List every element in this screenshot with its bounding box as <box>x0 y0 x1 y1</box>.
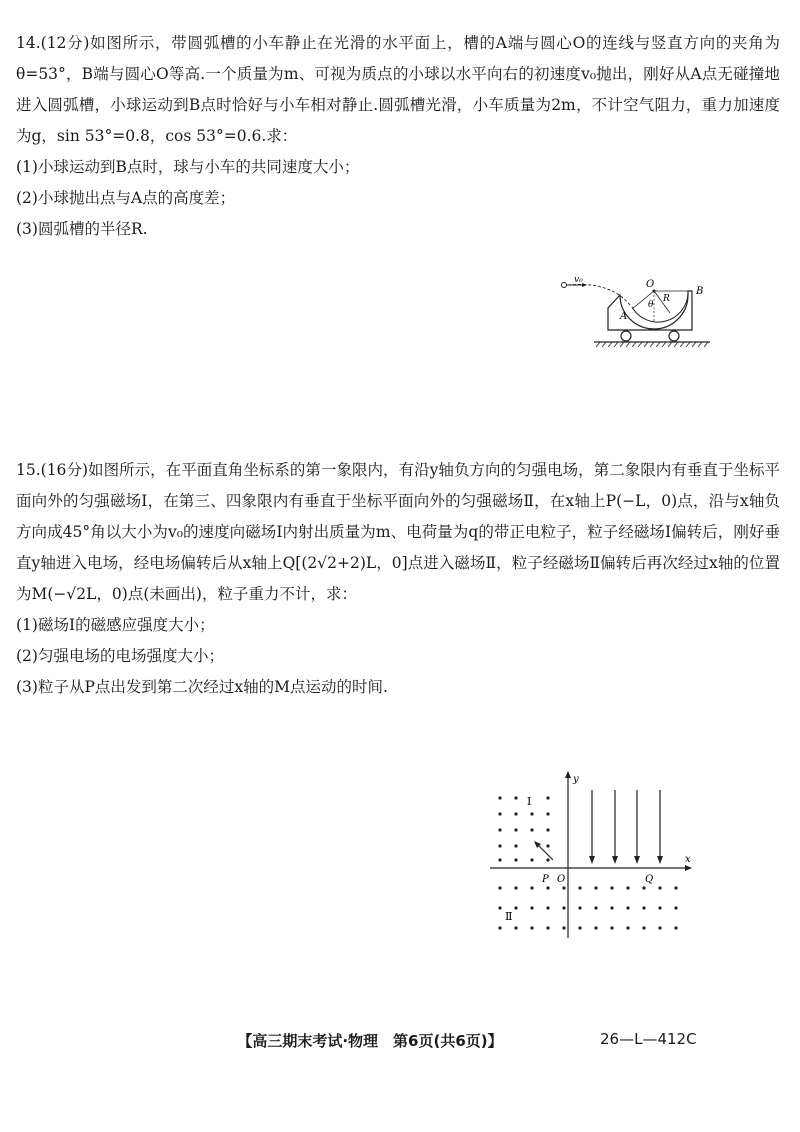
coordinate-field-figure <box>485 770 695 940</box>
page-footer <box>0 1030 800 1054</box>
footer-title: 【高三期末考试·物理 第6页(共6页)】 <box>237 1032 503 1050</box>
magnetic-field-I-dots <box>498 796 549 861</box>
problem-14-question-1: (1)小球运动到B点时，球与小车的共同速度大小； <box>16 158 360 176</box>
ball-icon <box>562 283 567 288</box>
B-label: B <box>696 286 704 297</box>
ground-hatching <box>596 342 708 347</box>
footer-code: 26—L—412C <box>600 1030 697 1048</box>
cart-arc-groove-figure <box>560 275 720 355</box>
problem-15-question-3: (3)粒子从P点出发到第二次经过x轴的M点运动的时间. <box>16 678 388 696</box>
P-label: P <box>542 874 549 885</box>
problem-14 <box>16 28 780 245</box>
v0-label: v₀ <box>574 275 583 285</box>
A-label: A <box>620 311 628 322</box>
problem-15-question-1: (1)磁场Ⅰ的磁感应强度大小； <box>16 616 215 634</box>
problem-15 <box>16 455 780 703</box>
x-axis-label: x <box>685 854 691 865</box>
problem-14-question-3: (3)圆弧槽的半径R. <box>16 220 148 238</box>
problem-15-stem: 15.(16分)如图所示，在平面直角坐标系的第一象限内，有沿y轴负方向的匀强电场，第二象限内有垂直于坐标平面向外的匀强磁场Ⅰ，在第三、四象限内有垂直于坐标平面向外的匀强磁场Ⅱ，在x轴上P(−L，0)点，沿与x轴负方向成45°角以大小为v₀的速度向磁场Ⅰ内射出质量为m、电荷量为q的带正电粒子，粒子经磁场Ⅰ偏转后，刚好垂直y轴进入电场，经电场偏转后从x轴上Q[(2√2+2)L，0]点进入磁场Ⅱ，粒子经磁场Ⅱ偏转后再次经过x轴的位置为M(−√2L，0)点(未画出)，粒子重力不计，求： <box>16 461 780 603</box>
field-II-label: Ⅱ <box>505 910 513 923</box>
problem-14-stem: 14.(12分)如图所示，带圆弧槽的小车静止在光滑的水平面上，槽的A端与圆心O的连线与竖直方向的夹角为θ=53°，B端与圆心O等高.一个质量为m、可视为质点的小球以水平向右的初速度v₀抛出，刚好从A点无碰撞地进入圆弧槽，小球运动到B点时恰好与小车相对静止.圆弧槽光滑，小车质量为2m，不计空气阻力，重力加速度为g，sin 53°=0.8，cos 53°=0.6.求： <box>16 34 780 145</box>
problem-15-question-2: (2)匀强电场的电场强度大小； <box>16 647 224 665</box>
theta-label: θ <box>648 300 654 310</box>
electric-field-arrows <box>592 790 660 858</box>
y-axis-label: y <box>573 774 579 785</box>
problem-14-question-2: (2)小球抛出点与A点的高度差； <box>16 189 236 207</box>
magnetic-field-II-dots <box>498 886 677 929</box>
R-label: R <box>663 294 670 304</box>
field-I-label: Ⅰ <box>527 795 532 808</box>
O-label: O <box>557 874 566 885</box>
wheel-left <box>621 331 631 341</box>
wheel-right <box>669 331 679 341</box>
Q-label: Q <box>645 874 654 885</box>
O-label: O <box>646 279 655 290</box>
